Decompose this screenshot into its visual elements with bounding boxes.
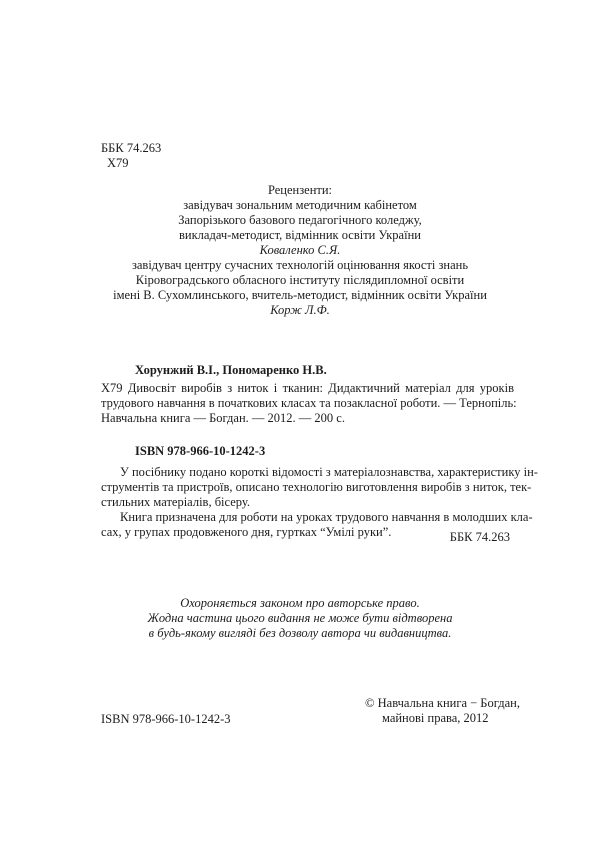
copyright-holder-line: © Навчальна книга − Богдан,: [365, 696, 520, 710]
authors-heading: Хорунжий В.І., Пономаренко Н.В.: [135, 363, 327, 377]
abstract-line: стильних матеріалів, бісеру.: [101, 495, 250, 509]
bbk-code-bottom: ББК 74.263: [449, 530, 510, 544]
copyright-holder-line: майнові права, 2012: [382, 711, 489, 725]
bbk-code: ББК 74.263: [101, 141, 162, 155]
isbn-footer: ISBN 978-966-10-1242-3: [101, 712, 231, 726]
copyright-notice: [140, 596, 460, 641]
reviewers-heading: Рецензенти:: [267, 183, 333, 197]
bibliographic-description: [101, 381, 517, 426]
abstract-line: сах, у групах продовженого дня, гуртках “Умілі руки”.: [101, 525, 392, 539]
copyright-holder: [365, 696, 525, 726]
abstract-line: струментів та пристроїв, описано технологію виготовлення виробів з ниток, тек-: [101, 480, 532, 494]
reviewer-2-line: імені В. Сухомлинського, вчитель-методист, відмінник освіти України: [113, 288, 487, 302]
bbk-classification-block: [101, 141, 161, 171]
reviewer-2-line: Кіровоградського обласного інституту післядипломної освіти: [135, 273, 465, 287]
reviewer-2-line: завідувач центру сучасних технологій оцінювання якості знань: [131, 258, 469, 272]
abstract-line: У посібнику подано короткі відомості з матеріалознавства, характеристику ін-: [120, 465, 538, 479]
isbn-main: ISBN 978-966-10-1242-3: [135, 444, 266, 458]
reviewer-1-name: Коваленко С.Я.: [259, 243, 341, 257]
biblio-line: трудового навчання в початкових класах та позакласної роботи. — Тернопіль:: [101, 396, 517, 410]
abstract-block: [101, 465, 538, 540]
copyright-notice-line: Охороняється законом про авторське право.: [180, 596, 420, 610]
reviewer-1-line: завідувач зональним методичним кабінетом: [183, 198, 417, 212]
copyright-notice-line: в будь-якому вигляді без дозволу автора чи видавництва.: [148, 626, 452, 640]
biblio-line: Навчальна книга — Богдан. — 2012. — 200 с.: [101, 411, 345, 425]
reviewer-2-name: Корж Л.Ф.: [270, 303, 330, 317]
biblio-line: Х79 Дивосвіт виробів з ниток і тканин: Дидактичний матеріал для уроків: [101, 381, 514, 395]
reviewer-1-line: викладач-методист, відмінник освіти України: [179, 228, 421, 242]
reviewers-block: [90, 183, 510, 318]
reviewer-1-line: Запорізького базового педагогічного коледжу,: [178, 213, 422, 227]
author-index: Х79: [107, 156, 129, 170]
copyright-notice-line: Жодна частина цього видання не може бути відтворена: [147, 611, 453, 625]
abstract-line: Книга призначена для роботи на уроках трудового навчання в молодших кла-: [120, 510, 533, 524]
